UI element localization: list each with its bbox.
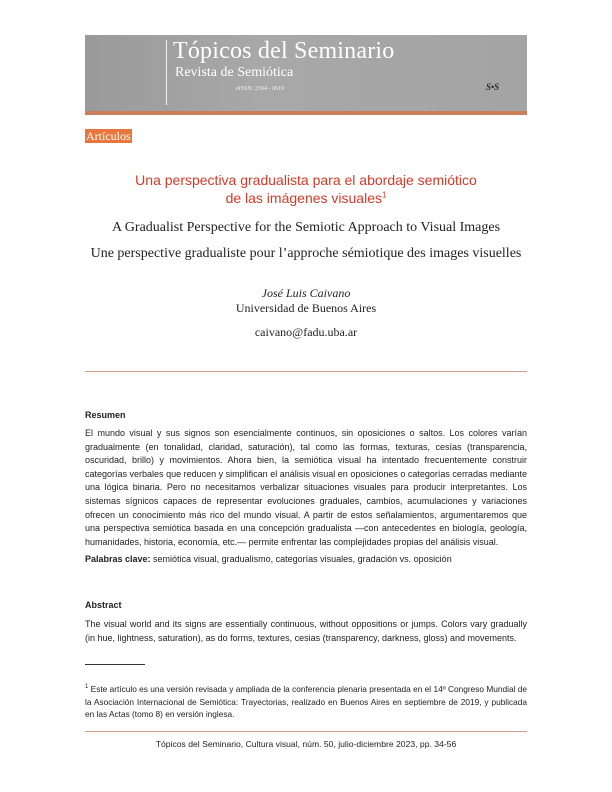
banner-accent-band (85, 111, 527, 115)
article-title-es-line1: Una perspectiva gradualista para el abordaje semiótico (135, 172, 477, 188)
journal-title: Tópicos del Seminario (173, 38, 395, 64)
footnote (85, 683, 527, 721)
article-title-fr: Une perspective gradualiste pour l’approche sémiotique des images visuelles (90, 246, 522, 261)
author-email[interactable]: caivano@fadu.uba.ar (254, 325, 358, 339)
footnote-mark: 1 (85, 684, 89, 691)
abstract-heading: Abstract (85, 600, 122, 610)
footnote-ref[interactable]: 1 (381, 190, 387, 200)
resumen-heading: Resumen (85, 410, 126, 420)
resumen-body: El mundo visual y sus signos son esencialmente continuos, sin oposiciones o saltos. Los colores varían gradualmente (en tonalidad, claridad, saturación), tal como las formas, texturas, cesías (transparencia, oscuridad, brillo) y movimientos. Ahora bien, la semiótica visual ha intentado frecuentemente construir categorías verbales que reducen y simplifican el análisis visual en oposiciones o categorías cerradas mediante una lógica binaria. Pero no necesitamos verbalizar situaciones visuales para producir interpretantes. Los sistemas sígnicos capaces de representar evoluciones graduales, cambios, acumulaciones y variaciones ofrecen un conocimiento más rico del mundo visual. A partir de estos señalamientos, argumentaremos que una perspectiva semiótica basada en una concepción gradualista —con antecedentes en biología, geología, humanidades, historia, economía, etc.— permite enfrentar las complejidades propias del análisis visual. (85, 428, 527, 547)
article-title-en: A Gradualist Perspective for the Semiotic Approach to Visual Images (111, 220, 501, 235)
article-title-es (85, 171, 527, 207)
section-label: Artículos (86, 129, 131, 143)
footer-divider (85, 731, 527, 732)
divider (85, 371, 527, 372)
article-title-es-line2 (85, 189, 527, 207)
keywords (85, 554, 527, 564)
footnote-rule (85, 664, 145, 665)
banner-divider (166, 40, 167, 105)
abstract-body: The visual world and its signs are essentially continuous, without oppositions or jumps. Colors vary gradually (in hue, lightness, saturation), as do forms, textures, cesias (transparency, darkness, gloss) and movements. (85, 619, 527, 643)
author-name: José Luis Caivano (261, 286, 351, 300)
footnote-text: Este artículo es una versión revisada y ampliada de la conferencia plenaria presentada en el 14º Congreso Mundial de la Asociación Internacional de Semiótica: Trayectorias, realizado en Buenos Aires en septiembre de 2019, y publicada en las Actas (tomo 8) en versión inglesa. (85, 684, 527, 720)
article-title-es-line2-text: de las imágenes visuales (225, 190, 382, 206)
journal-subtitle: Revista de Semiótica (175, 65, 294, 80)
journal-issn: eISSN: 2594 - 0619 (236, 86, 284, 92)
author-affiliation: Universidad de Buenos Aires (235, 301, 377, 315)
keywords-label: Palabras clave: (85, 554, 151, 564)
journal-logo: S•S (486, 82, 500, 92)
keywords-list: semiótica visual, gradualismo, categorías visuales, gradación vs. oposición (150, 554, 452, 564)
page-footer: Tópicos del Seminario, Cultura visual, núm. 50, julio-diciembre 2023, pp. 34-56 (155, 739, 457, 749)
